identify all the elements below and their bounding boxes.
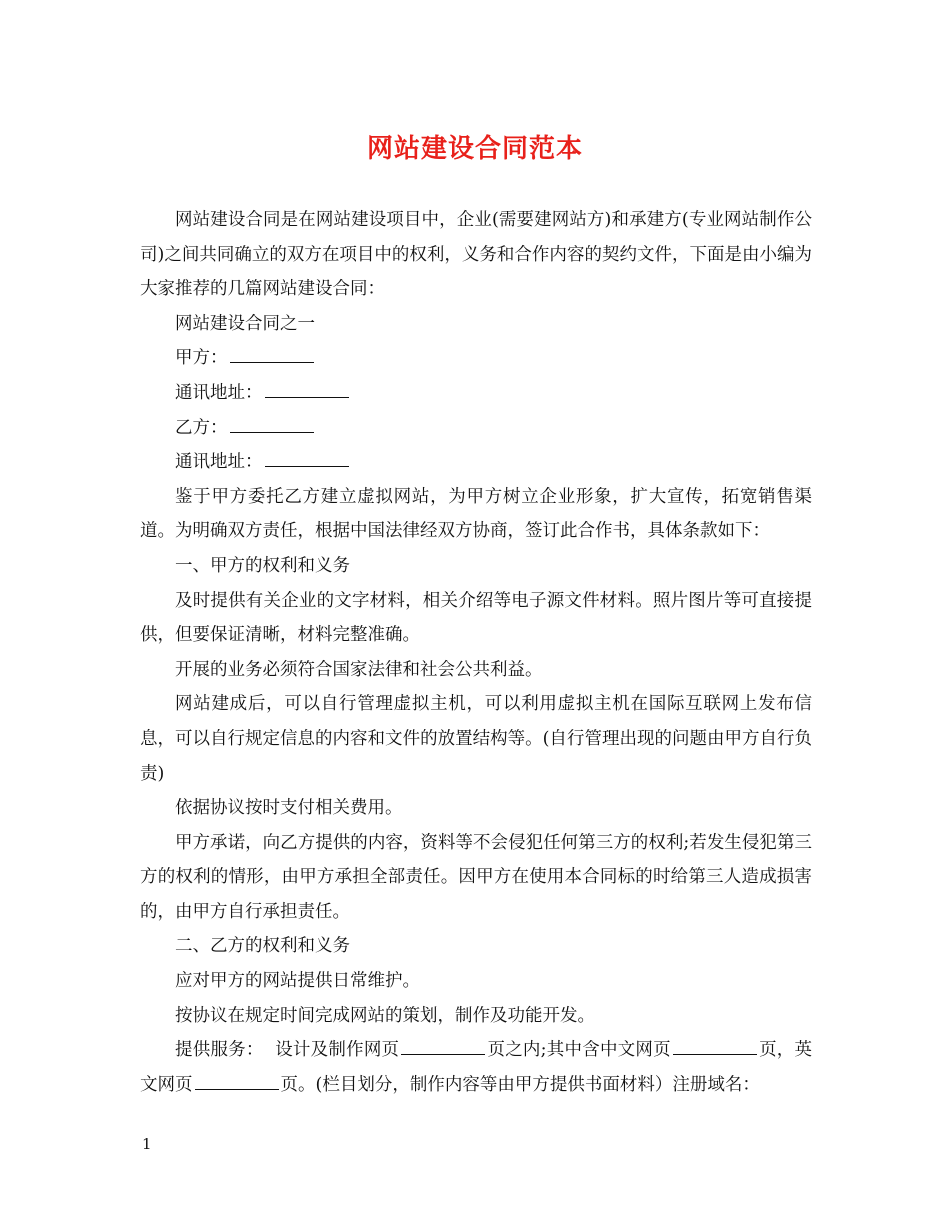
page-number: 1	[142, 1135, 152, 1153]
blank-line	[401, 1053, 485, 1055]
intro-paragraph: 网站建设合同是在网站建设项目中，企业(需要建网站方)和承建方(专业网站制作公司)之间共同确立的双方在项目中的权利，义务和合作内容的契约文件，下面是由小编为大家推荐的几篇网站建设合同：	[140, 210, 812, 300]
address-label: 通讯地址：	[175, 382, 263, 403]
blank-line	[230, 361, 314, 363]
section-heading-party-b: 二、乙方的权利和义务	[175, 936, 350, 957]
services-paragraph	[140, 1033, 812, 1102]
party-a-label: 甲方：	[175, 348, 228, 369]
document-body	[140, 203, 812, 1102]
services-label: 提供服务：	[175, 1040, 264, 1061]
clause-paragraph: 开展的业务必须符合国家法律和社会公共利益。	[175, 659, 543, 680]
clause-paragraph: 依据协议按时支付相关费用。	[175, 798, 403, 819]
contract-heading: 网站建设合同之一	[175, 313, 315, 334]
party-b-label: 乙方：	[175, 417, 228, 438]
blank-line	[673, 1053, 757, 1055]
preamble-paragraph: 鉴于甲方委托乙方建立虚拟网站，为甲方树立企业形象，扩大宣传，拓宽销售渠道。为明确双方责任，根据中国法律经双方协商，签订此合作书，具体条款如下：	[140, 486, 812, 542]
blank-line	[265, 396, 349, 398]
clause-paragraph: 甲方承诺，向乙方提供的内容，资料等不会侵犯任何第三方的权利;若发生侵犯第三方的权利的情形，由甲方承担全部责任。因甲方在使用本合同标的时给第三人造成损害的，由甲方自行承担责任。	[140, 832, 812, 922]
party-a-address-line	[140, 376, 812, 411]
services-text-2: 页之内;其中含中文网页	[487, 1040, 671, 1061]
clause-paragraph: 应对甲方的网站提供日常维护。	[175, 971, 420, 992]
address-label: 通讯地址：	[175, 452, 263, 473]
services-text-3: 页，英文网页	[140, 1040, 813, 1095]
services-text-4: 页。(栏目划分，制作内容等由甲方提供书面材料）注册域名：	[280, 1074, 760, 1095]
clause-paragraph: 及时提供有关企业的文字材料，相关介绍等电子源文件材料。照片图片等可直接提供，但要保证清晰，材料完整准确。	[140, 590, 812, 646]
blank-line	[230, 431, 314, 433]
services-text-1: 设计及制作网页	[275, 1040, 400, 1061]
blank-line	[265, 465, 349, 467]
party-b-address-line	[140, 445, 812, 480]
section-heading-party-a: 一、甲方的权利和义务	[175, 555, 350, 576]
party-a-line	[140, 341, 812, 376]
party-b-line	[140, 411, 812, 446]
clause-paragraph: 网站建成后，可以自行管理虚拟主机，可以利用虚拟主机在国际互联网上发布信息，可以自行规定信息的内容和文件的放置结构等。(自行管理出现的问题由甲方自行负责)	[140, 694, 812, 784]
document-title: 网站建设合同范本	[366, 134, 583, 164]
clause-paragraph: 按协议在规定时间完成网站的策划，制作及功能开发。	[175, 1005, 595, 1026]
blank-line	[195, 1088, 279, 1090]
